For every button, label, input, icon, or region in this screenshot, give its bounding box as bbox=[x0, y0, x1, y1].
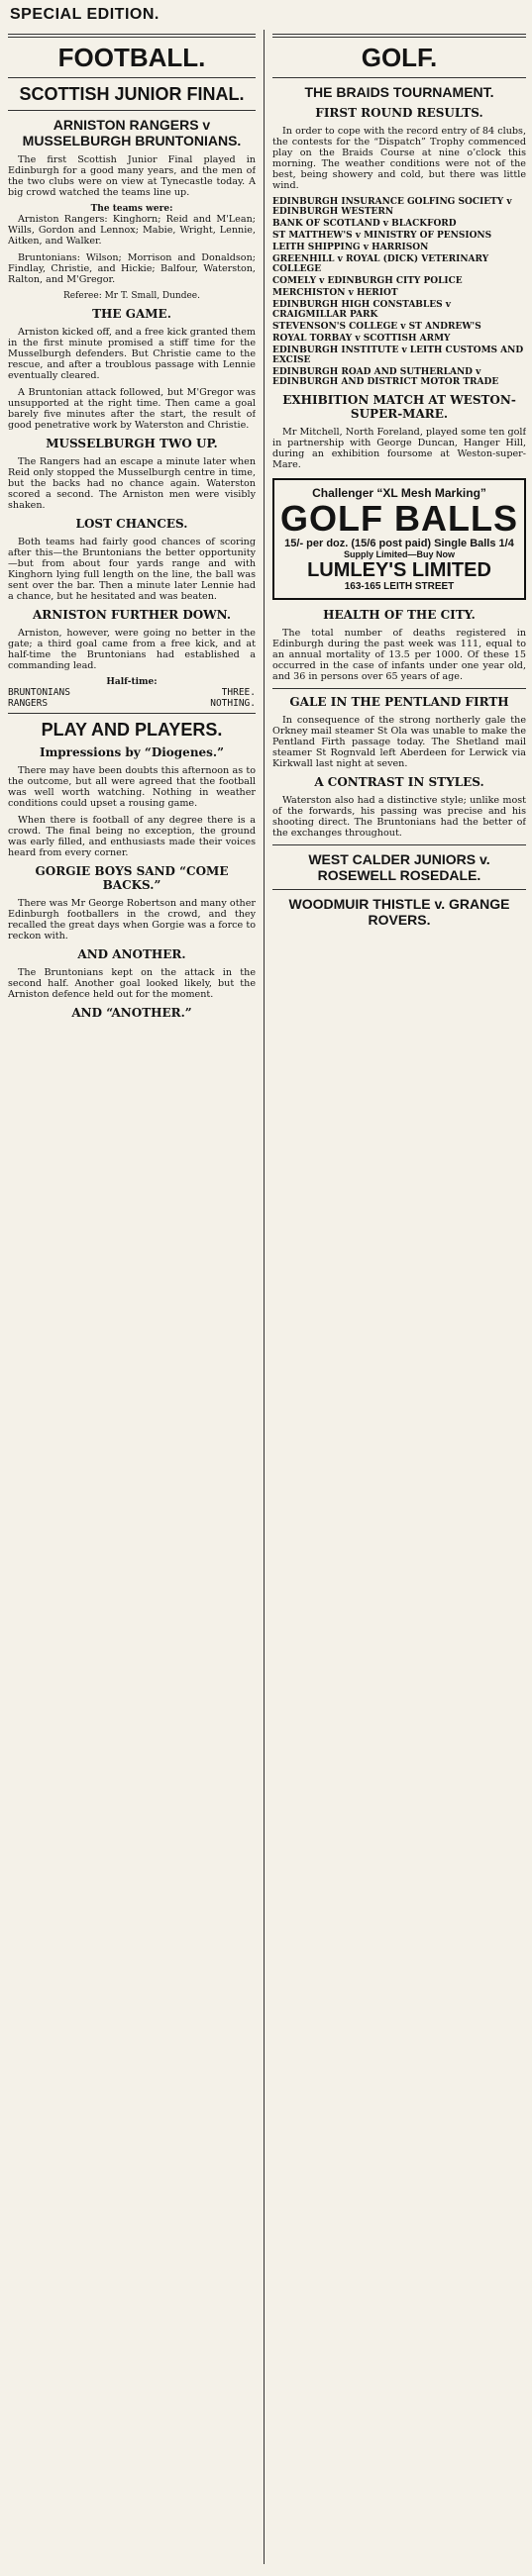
result-item: EDINBURGH INSURANCE GOLFING SOCIETY v EDINBURGH WESTERN bbox=[272, 197, 512, 217]
left-rule-2 bbox=[8, 110, 256, 111]
half-time-label: Half-time: bbox=[106, 677, 158, 687]
left-column-filler bbox=[8, 1026, 256, 1263]
musselburgh-two-up-paragraph: The Rangers had an escape a minute later when Reid only stopped the Musselburgh centre in time, but the backs had no chance again. Waterston scored a second. The Arniston men were visibly shaken. bbox=[8, 456, 256, 511]
and-another-heading: AND ANOTHER. bbox=[77, 947, 186, 961]
half-time-score-value-rangers: NOTHING. bbox=[210, 698, 256, 709]
west-calder-heading: WEST CALDER JUNIORS v. ROSEWELL ROSEDALE. bbox=[308, 851, 490, 883]
arniston-lineup: Arniston Rangers: Kinghorn; Reid and M'Lean; Wills, Gordon and Lennox; Mabie, Wright, Lennie, Aitken, and Walker. bbox=[8, 214, 256, 247]
result-item: COMELY v EDINBURGH CITY POLICE bbox=[272, 276, 463, 286]
result-item: EDINBURGH HIGH CONSTABLES v CRAIGMILLAR PARK bbox=[272, 300, 451, 320]
intro-paragraph: The first Scottish Junior Final played in Edinburgh for a good many years, and the men of the two clubs were on view at Tynecastle today. A big crowd watched the teams line up. bbox=[8, 154, 256, 198]
play-players-paragraph-2: When there is football of any degree there is a crowd. The final being no exception, the ground was early filled, and enthusiasts made their voices heard from every corner. bbox=[8, 815, 256, 858]
first-round-results-heading: FIRST ROUND RESULTS. bbox=[315, 106, 483, 120]
health-of-city-paragraph: The total number of deaths registered in Edinburgh during the past week was 111, equal to an annual mortality of 13.5 per 1000. Of these 15 occurred in the case of infants under one year old, and 36 in persons over 65 years of age. bbox=[272, 628, 526, 682]
result-item: EDINBURGH INSTITUTE v LEITH CUSTOMS AND EXCISE bbox=[272, 346, 524, 365]
bruntonians-lineup: Bruntonians: Wilson; Morrison and Donaldson; Findlay, Christie, and Hickie; Balfour, Waterston, Ralton, and M'Gregor. bbox=[8, 252, 256, 285]
gale-paragraph: In consequence of the strong northerly gale the Orkney mail steamer St Ola was unable to make the Pentland Firth passage today. The Shetland mail steamer St Rognvald left Aberdeen for Lerwick via Kirkwall last night at seven. bbox=[272, 715, 526, 769]
scottish-junior-final-heading: SCOTTISH JUNIOR FINAL. bbox=[19, 84, 245, 104]
right-column bbox=[272, 30, 526, 2564]
left-top-rule bbox=[8, 34, 256, 38]
result-item: STEVENSON'S COLLEGE v ST ANDREW'S bbox=[272, 322, 481, 332]
lost-chances-paragraph: Both teams had fairly good chances of scoring after this—the Bruntonians the better opportunity—but from about four yards range and with Kinghorn lying full length on the line, the ball was sent over the bar. Then a minute later Lennie had a chance, but he hesitated and was beaten. bbox=[8, 537, 256, 602]
exhibition-match-heading: EXHIBITION MATCH AT WESTON-SUPER-MARE. bbox=[282, 393, 516, 421]
arniston-further-down-paragraph: Arniston, however, were going no better in the gate; a third goal came from a free kick, and at half-time the Bruntonians had established a commanding lead. bbox=[8, 628, 256, 671]
result-item: GREENHILL v ROYAL (DICK) VETERINARY COLLEGE bbox=[272, 254, 489, 274]
impressions-byline: Impressions by “Diogenes.” bbox=[39, 745, 225, 759]
and-another-2-heading: AND “ANOTHER.” bbox=[71, 1006, 192, 1020]
golf-balls-advertisement bbox=[272, 478, 526, 600]
health-of-city-heading: HEALTH OF THE CITY. bbox=[323, 608, 476, 622]
arniston-further-down-heading: ARNISTON FURTHER DOWN. bbox=[32, 608, 232, 622]
braids-tournament-heading: THE BRAIDS TOURNAMENT. bbox=[304, 84, 494, 100]
result-item: ST MATTHEW'S v MINISTRY OF PENSIONS bbox=[272, 231, 492, 241]
half-time-team-bruntonians: BRUNTONIANS bbox=[8, 687, 70, 698]
ad-price-line: 15/- per doz. (15/6 post paid) Single Balls 1/4 bbox=[284, 538, 514, 549]
musselburgh-two-up-heading: MUSSELBURGH TWO UP. bbox=[46, 437, 218, 450]
ad-golf-balls-title: GOLF BALLS bbox=[280, 498, 518, 539]
gorgie-boys-paragraph: There was Mr George Robertson and many other Edinburgh footballers in the crowd, and they recalled the great days when Gorgie was a force to reckon with. bbox=[8, 898, 256, 941]
left-rule-1 bbox=[8, 77, 256, 78]
woodmuir-heading: WOODMUIR THISTLE v. GRANGE ROVERS. bbox=[288, 896, 510, 928]
right-rule-3 bbox=[272, 844, 526, 845]
contrast-in-styles-paragraph: Waterston also had a distinctive style; unlike most of the forwards, his passing was precise and his shooting direct. The Bruntonians had the better of the exchanges throughout. bbox=[272, 795, 526, 839]
football-heading: FOOTBALL. bbox=[57, 43, 206, 72]
left-column bbox=[8, 30, 256, 2564]
ad-challenger-line: Challenger “XL Mesh Marking” bbox=[312, 486, 486, 500]
result-item: LEITH SHIPPING v HARRISON bbox=[272, 243, 429, 252]
right-rule-4 bbox=[272, 889, 526, 890]
special-edition-masthead: SPECIAL EDITION. bbox=[10, 6, 160, 23]
results-list bbox=[272, 197, 526, 387]
contrast-in-styles-heading: A CONTRAST IN STYLES. bbox=[314, 775, 484, 789]
the-game-paragraph-2: A Bruntonian attack followed, but M'Gregor was unsupported at the right time. Then came a goal barely five minutes after the start, the result of good penetrative work by Waterston and Christie. bbox=[8, 387, 256, 431]
match-title: ARNISTON RANGERS v MUSSELBURGH BRUNTONIANS. bbox=[22, 117, 242, 149]
gorgie-boys-heading: GORGIE BOYS SAND “COME BACKS.” bbox=[35, 864, 229, 892]
ad-supply-line: Supply Limited—Buy Now bbox=[343, 549, 455, 559]
and-another-paragraph: The Bruntonians kept on the attack in the second half. Another goal looked likely, but the Arniston defence held out for the moment. bbox=[8, 967, 256, 1000]
right-rule-2 bbox=[272, 688, 526, 689]
the-game-heading: THE GAME. bbox=[92, 307, 171, 321]
first-round-intro: In order to cope with the record entry of 84 clubs, the contests for the “Dispatch” Trophy commenced play on the Braids Course at nine o’clock this morning. The weather conditions were not of the best, being showery and cold, but there was little wind. bbox=[272, 126, 526, 191]
teams-header: The teams were: bbox=[90, 204, 173, 214]
right-column-filler bbox=[272, 934, 526, 1132]
the-game-paragraph-1: Arniston kicked off, and a free kick granted them in the first minute promised a stiff time for the Musselburgh defenders. But Christie came to the rescue, and after a troublous passage with Lennie eventually cleared. bbox=[8, 327, 256, 381]
result-item: ROYAL TORBAY v SCOTTISH ARMY bbox=[272, 334, 451, 344]
half-time-team-rangers: RANGERS bbox=[8, 698, 49, 709]
left-rule-3 bbox=[8, 713, 256, 714]
play-players-paragraph-1: There may have been doubts this afternoon as to the outcome, but all were agreed that the football was well worth watching. Nothing in weather conditions could upset a rousing game. bbox=[8, 765, 256, 809]
result-item: MERCHISTON v HERIOT bbox=[272, 288, 398, 298]
ad-company-name: LUMLEY'S LIMITED bbox=[307, 559, 491, 581]
column-divider bbox=[264, 30, 265, 2564]
gale-heading: GALE IN THE PENTLAND FIRTH bbox=[289, 695, 509, 709]
exhibition-match-paragraph: Mr Mitchell, North Foreland, played some ten golf in partnership with George Duncan, Hanger Hill, during an exhibition foursome at Weston-super-Mare. bbox=[272, 427, 526, 470]
half-time-score-rangers bbox=[8, 698, 256, 709]
half-time-score-value-bruntonians: THREE. bbox=[221, 687, 256, 698]
lost-chances-heading: LOST CHANCES. bbox=[75, 517, 188, 531]
right-rule-1 bbox=[272, 77, 526, 78]
ad-address: 163-165 LEITH STREET bbox=[344, 581, 455, 592]
golf-heading: GOLF. bbox=[361, 43, 438, 72]
play-and-players-heading: PLAY AND PLAYERS. bbox=[41, 720, 223, 740]
result-item: EDINBURGH ROAD AND SUTHERLAND v EDINBURGH AND DISTRICT MOTOR TRADE bbox=[272, 367, 499, 387]
right-top-rule bbox=[272, 34, 526, 38]
half-time-score-bruntonians bbox=[8, 687, 256, 698]
referee-line: Referee: Mr T. Small, Dundee. bbox=[62, 291, 200, 301]
result-item: BANK OF SCOTLAND v BLACKFORD bbox=[272, 219, 457, 229]
